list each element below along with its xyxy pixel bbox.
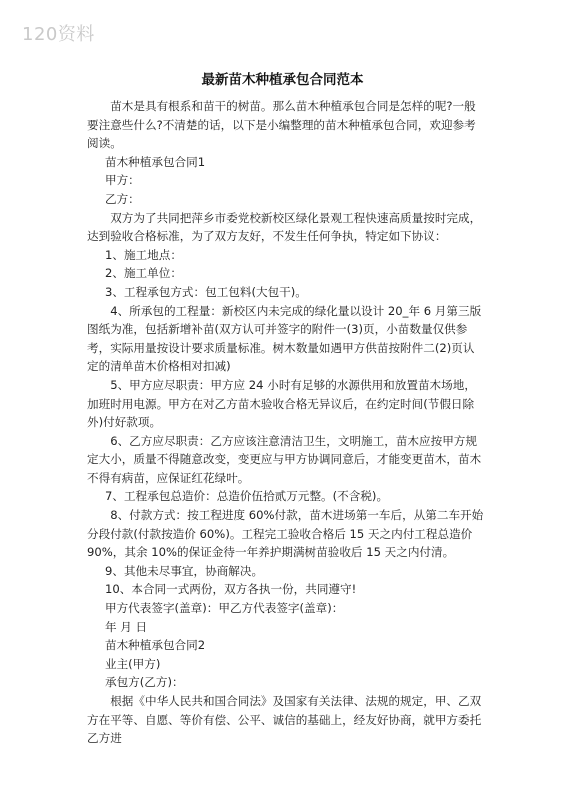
signature-line: 甲方代表签字(盖章)：甲乙方代表签字(盖章)：: [104, 601, 344, 616]
intro-paragraph: 苗木是具有根系和苗干的树苗。那么苗木种植承包合同是怎样的呢?一般要注意些什么?不清楚的话，以下是小编整理的苗木种植承包合同，欢迎参考阅读。: [87, 99, 476, 151]
clause-4: 4、所承包的工程量：新校区内未完成的绿化量以设计 20_年 6 月第三版图纸为准，包括新增补苗(双方认可并签字的附件一(3)页，小苗数量仅供参考，实际用量按设计要求质量标准。树木数量如遇甲方供苗按附件二(2)页认定的清单苗木价格相对扣减): [87, 303, 482, 374]
owner-party-a: 业主(甲方): [104, 656, 161, 671]
contractor-party-b: 承包方(乙方)：: [104, 675, 184, 690]
party-a-label: 甲方：: [104, 173, 140, 188]
clause-7: 7、工程承包总造价：总造价伍拾贰万元整。(不含税)。: [104, 489, 389, 504]
contract-2-heading: 苗木种植承包合同2: [104, 638, 206, 653]
date-line: 年 月 日: [104, 619, 148, 634]
clause-3: 3、工程承包方式：包工包料(大包干)。: [104, 284, 307, 299]
document-body: [87, 97, 485, 748]
party-b-label: 乙方：: [104, 191, 140, 206]
agreement-preamble: 双方为了共同把萍乡市委党校新校区绿化景观工程快速高质量按时完成，达到验收合格标准，为了双方友好，不发生任何争执，特定如下协议：: [87, 210, 482, 244]
clause-1: 1、施工地点：: [104, 247, 182, 262]
clause-5: 5、甲方应尽职责：甲方应 24 小时有足够的水源供用和放置苗木场地，加班时用电源。甲方在对乙方苗木验收合格无异议后，在约定时间(节假日除外)付好款项。: [87, 377, 476, 430]
clause-2: 2、施工单位：: [104, 266, 182, 281]
contract-1-heading: 苗木种植承包合同1: [104, 154, 206, 169]
watermark-logo: 120资料: [22, 24, 95, 45]
clause-8: 8、付款方式：按工程进度 60%付款，苗木进场第一车后，从第二车开始分段付款(付款按造价 60%)。工程完工验收合格后 15 天之内付工程总造价 90%，其余 10%的保证金待一年养护期满树苗验收后 15 天之内付清。: [87, 508, 484, 560]
clause-6: 6、乙方应尽职责：乙方应该注意清洁卫生，文明施工，苗木应按甲方规定大小，质量不得随意改变，变更应与甲方协调同意后，才能变更苗木，苗木不得有病苗，应保证红花绿叶。: [87, 433, 482, 485]
clause-9: 9、其他未尽事宜，协商解决。: [104, 563, 264, 578]
document-title: 最新苗木种植承包合同范本: [201, 72, 364, 88]
clause-10: 10、本合同一式两份，双方各执一份，共同遵守!: [104, 582, 357, 597]
contract-2-preamble: 根据《中华人民共和国合同法》及国家有关法律、法规的规定，甲、乙双方在平等、自愿、等价有偿、公平、诚信的基础上，经友好协商，就甲方委托乙方进: [87, 694, 482, 746]
